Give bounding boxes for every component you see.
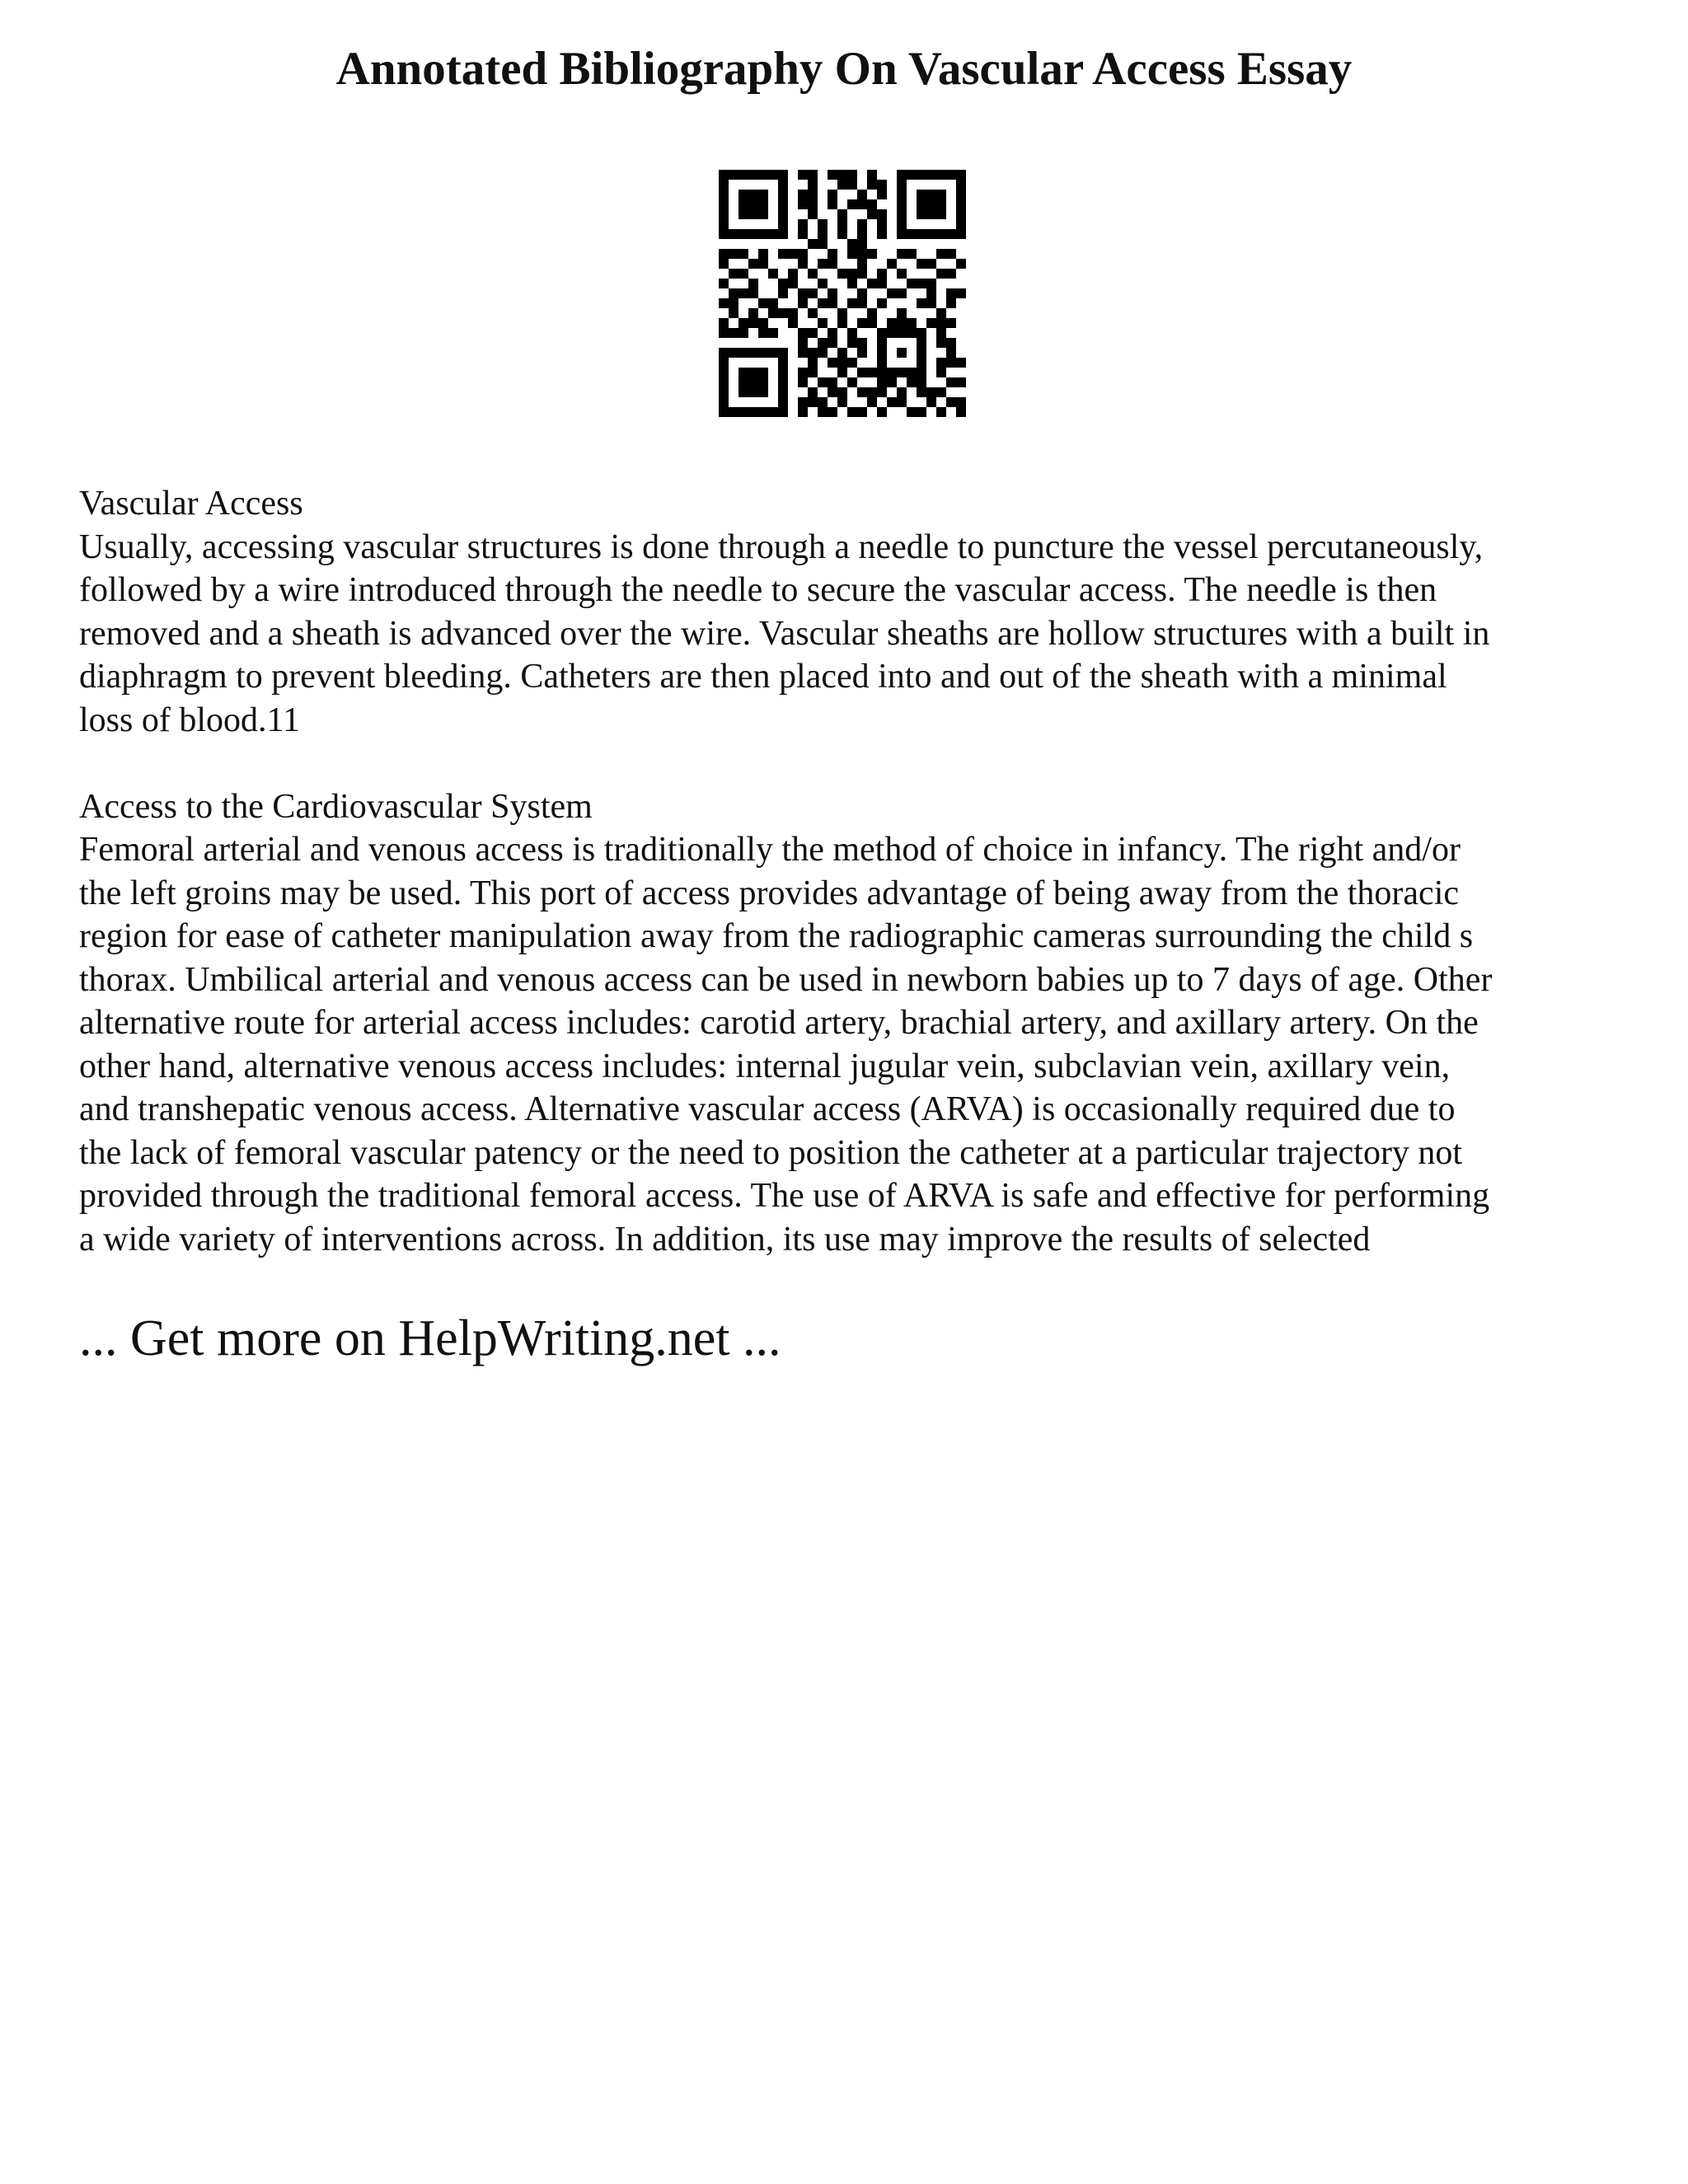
paragraph-line: the lack of femoral vascular patency or the need to position the catheter at a particular trajectory not — [79, 1133, 1463, 1172]
get-more-link[interactable]: ... Get more on HelpWriting.net ... — [79, 1310, 781, 1366]
essay-body — [79, 482, 1629, 1261]
section-heading: Access to the Cardiovascular System — [79, 787, 593, 826]
paragraph-line: region for ease of catheter manipulation away from the radiographic cameras surrounding the child s — [79, 917, 1474, 955]
paragraph-line: Femoral arterial and venous access is traditionally the method of choice in infancy. The right and/or — [79, 831, 1461, 869]
paragraph-line: alternative route for arterial access includes: carotid artery, brachial artery, and axillary artery. On the — [79, 1004, 1479, 1042]
paragraph-line: the left groins may be used. This port of access provides advantage of being away from the thoracic — [79, 874, 1460, 912]
paragraph-line: a wide variety of interventions across. In addition, its use may improve the results of selected — [79, 1220, 1371, 1258]
paragraph-line: diaphragm to prevent bleeding. Catheters are then placed into and out of the sheath with a minimal — [79, 658, 1447, 696]
paragraph-line: loss of blood.11 — [79, 701, 300, 739]
section-cardiovascular-access — [79, 785, 1629, 1262]
section-paragraph — [79, 828, 1629, 1261]
section-vascular-access — [79, 482, 1629, 742]
section-paragraph — [79, 526, 1629, 743]
paragraph-line: Usually, accessing vascular structures is done through a needle to puncture the vessel percutaneously, — [79, 527, 1484, 566]
page-title: Annotated Bibliography On Vascular Access Essay — [335, 43, 1353, 95]
paragraph-line: followed by a wire introduced through the needle to secure the vascular access. The needle is then — [79, 571, 1437, 609]
paragraph-line: other hand, alternative venous access includes: internal jugular vein, subclavian vein, axillary vein, — [79, 1047, 1451, 1085]
paragraph-line: and transhepatic venous access. Alternative vascular access (ARVA) is occasionally required due to — [79, 1090, 1456, 1128]
paragraph-line: provided through the traditional femoral access. The use of ARVA is safe and effective for performing — [79, 1177, 1490, 1215]
paragraph-line: thorax. Umbilical arterial and venous access can be used in newborn babies up to 7 days of age. Other — [79, 960, 1493, 999]
qr-code-icon[interactable] — [719, 170, 966, 417]
paragraph-line: removed and a sheath is advanced over the wire. Vascular sheaths are hollow structures with a built in — [79, 614, 1490, 653]
section-heading: Vascular Access — [79, 485, 303, 523]
paragraph-spacer — [79, 742, 1629, 785]
